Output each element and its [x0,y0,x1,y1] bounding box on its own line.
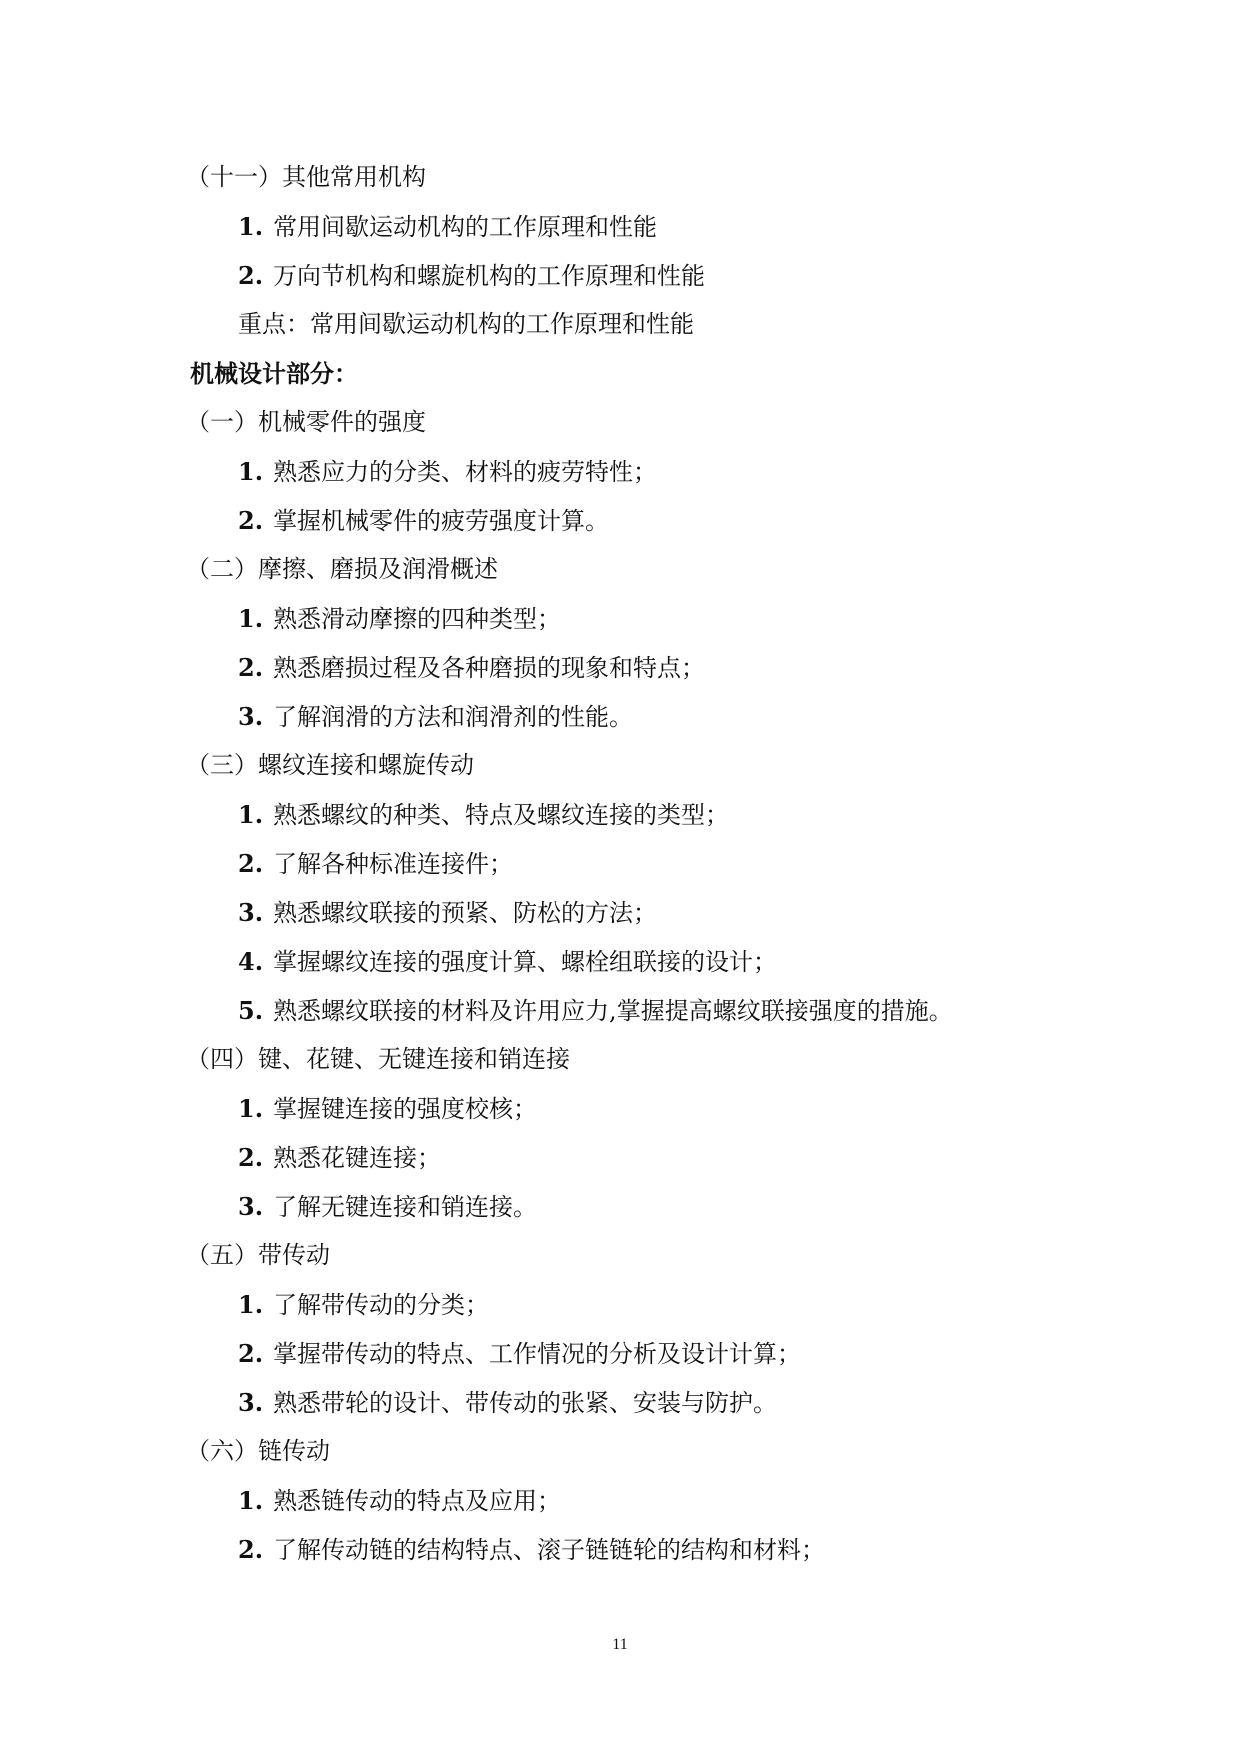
item-text: 了解无键连接和销连接。 [273,1193,538,1221]
item-number: 1. [238,457,264,486]
part-heading: 机械设计部分： [190,359,358,388]
item-text: 熟悉螺纹联接的预紧、防松的方法； [273,899,658,927]
item-number: 1. [238,1290,264,1319]
item-text: 熟悉磨损过程及各种磨损的现象和特点； [273,654,706,682]
item-text: 掌握带传动的特点、工作情况的分析及设计计算； [273,1340,802,1368]
item-text: 了解带传动的分类； [273,1291,490,1319]
item-number: 1. [238,800,264,829]
list-item [190,594,1190,643]
section-heading: （二）摩擦、磨损及润滑概述 [186,555,498,583]
section-heading: （三）螺纹连接和螺旋传动 [186,751,474,779]
item-number: 1. [238,1094,264,1123]
item-text: 掌握螺纹连接的强度计算、螺栓组联接的设计； [273,948,778,976]
item-number: 2. [238,653,264,682]
item-text: 了解各种标准连接件； [273,850,514,878]
list-item [190,496,1190,545]
key-point-note: 重点：常用间歇运动机构的工作原理和性能 [238,310,694,338]
list-item [190,839,1190,888]
list-item [190,251,1190,300]
list-item [190,888,1190,937]
list-item [190,447,1190,496]
item-text: 熟悉螺纹的种类、特点及螺纹连接的类型； [273,801,730,829]
list-item [190,1525,1190,1574]
list-item [190,1084,1190,1133]
item-number: 2. [238,849,264,878]
item-number: 5. [238,996,264,1025]
list-item [190,937,1190,986]
list-item [190,1378,1190,1427]
item-text: 了解润滑的方法和润滑剂的性能。 [273,703,634,731]
list-item [190,1133,1190,1182]
item-text: 了解传动链的结构特点、滚子链链轮的结构和材料； [273,1536,826,1564]
list-item [190,1476,1190,1525]
item-text: 熟悉花键连接； [273,1144,442,1172]
item-number: 2. [238,261,264,290]
item-number: 1. [238,212,264,241]
page-content [186,153,1190,1574]
section-heading: （六）链传动 [186,1437,330,1465]
item-number: 4. [238,947,264,976]
section-heading: （十一）其他常用机构 [186,163,426,191]
item-number: 3. [238,898,264,927]
item-number: 1. [238,604,264,633]
item-text: 掌握机械零件的疲劳强度计算。 [273,507,610,535]
list-item [190,643,1190,692]
list-item [190,790,1190,839]
list-item [190,692,1190,741]
list-item [190,1329,1190,1378]
item-text: 熟悉带轮的设计、带传动的张紧、安装与防护。 [273,1389,778,1417]
item-number: 2. [238,1143,264,1172]
item-text: 常用间歇运动机构的工作原理和性能 [273,213,658,241]
item-number: 2. [238,506,264,535]
item-number: 1. [238,1486,264,1515]
section-heading: （五）带传动 [186,1241,330,1269]
item-text: 熟悉滑动摩擦的四种类型； [273,605,562,633]
page-number: 11 [612,1636,628,1653]
item-number: 2. [238,1339,264,1368]
item-text: 掌握键连接的强度校核； [273,1095,538,1123]
list-item [190,1280,1190,1329]
list-item [190,986,1190,1035]
section-heading: （一）机械零件的强度 [186,408,426,436]
item-number: 2. [238,1535,264,1564]
item-number: 3. [238,1388,264,1417]
list-item [190,202,1190,251]
section-heading: （四）键、花键、无键连接和销连接 [186,1045,570,1073]
item-number: 3. [238,702,264,731]
item-text: 熟悉链传动的特点及应用； [273,1487,562,1515]
list-item [190,1182,1190,1231]
item-text: 熟悉螺纹联接的材料及许用应力,掌握提高螺纹联接强度的措施。 [273,997,953,1025]
item-text: 熟悉应力的分类、材料的疲劳特性； [273,458,658,486]
item-number: 3. [238,1192,264,1221]
item-text: 万向节机构和螺旋机构的工作原理和性能 [273,262,706,290]
